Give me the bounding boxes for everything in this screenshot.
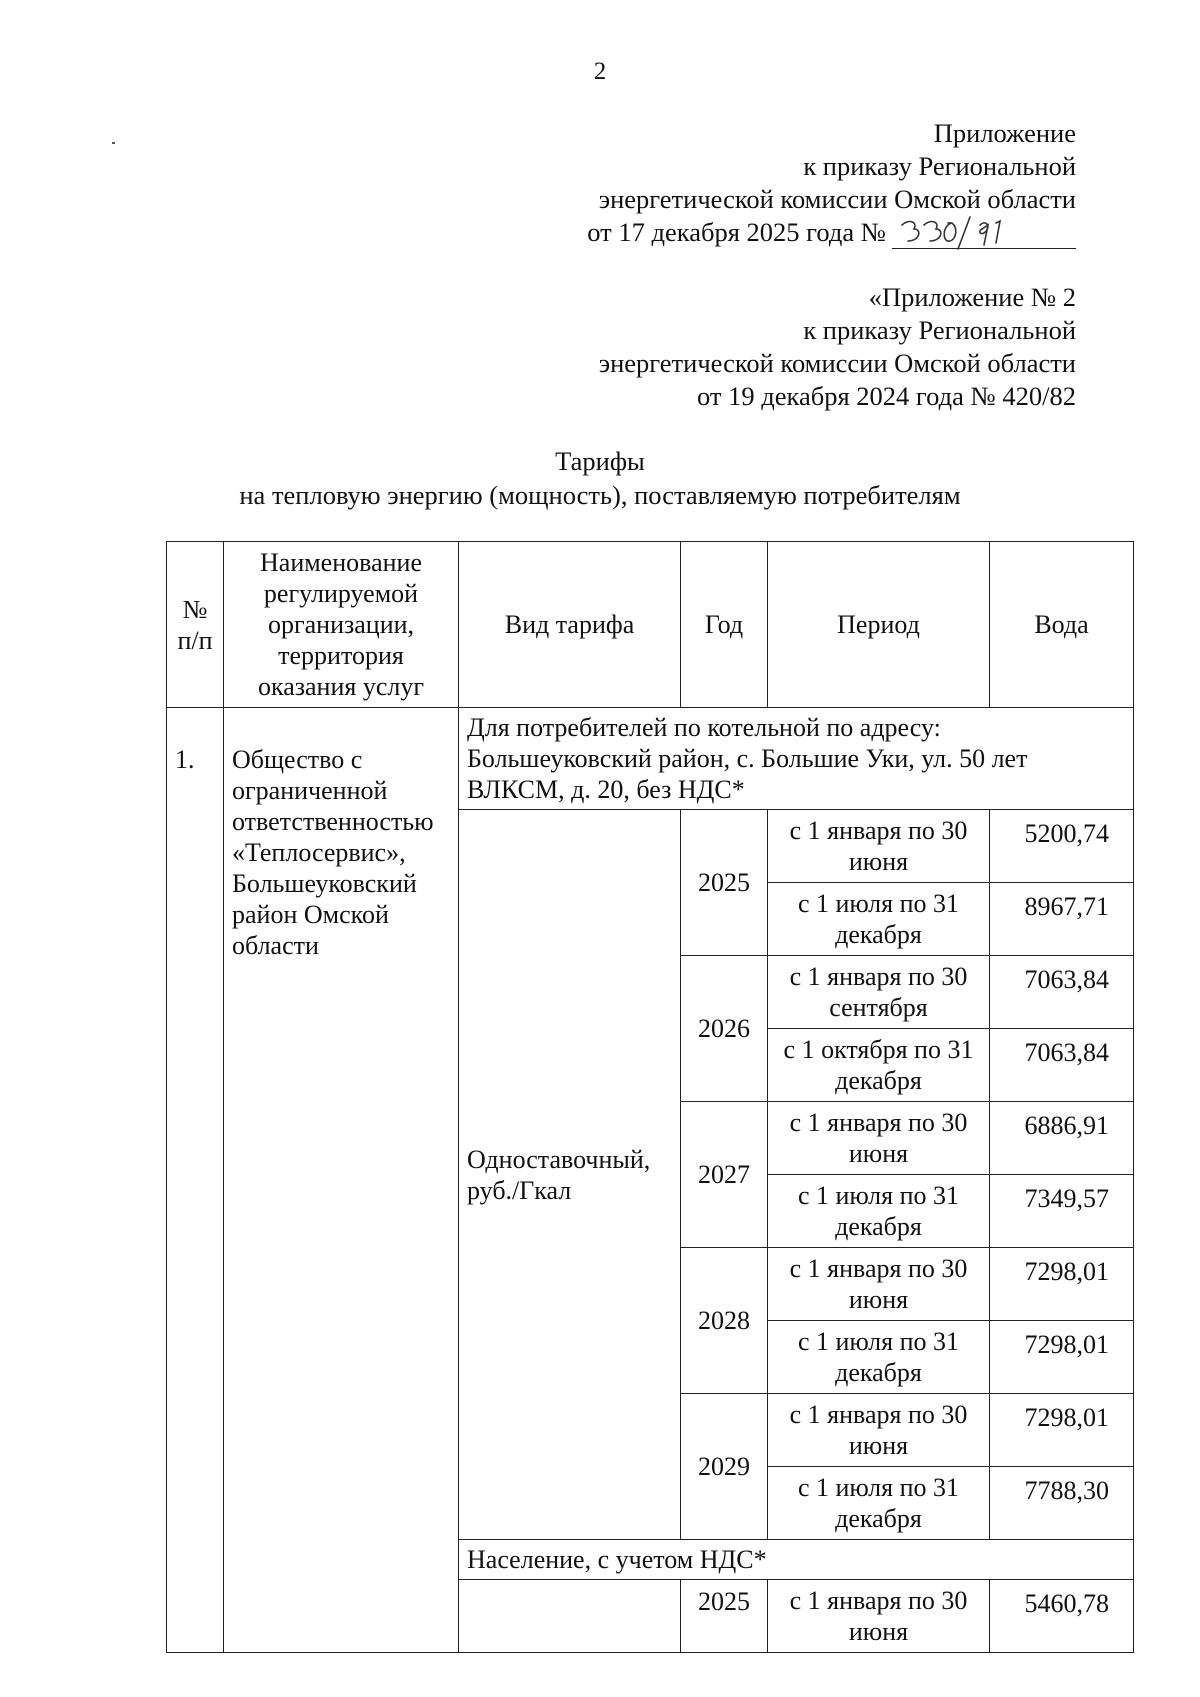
table-header-row (167, 542, 1134, 708)
header-year: Год (681, 542, 768, 708)
appendix-commission: энергетической комиссии Омской области (598, 184, 1076, 214)
water-value: 7298,01 (990, 1248, 1134, 1321)
period-cell: с 1 января по 30 сентября (768, 956, 990, 1029)
appendix-label: Приложение (933, 118, 1076, 148)
year-cell: 2025 (681, 810, 768, 956)
tariff-type-empty (459, 1580, 681, 1653)
appendix-order-ref: к приказу Региональной (803, 315, 1076, 345)
period-cell: с 1 января по 30 июня (768, 810, 990, 883)
period-cell: с 1 июля по 31 декабря (768, 1467, 990, 1540)
water-value: 7788,30 (990, 1467, 1134, 1540)
header-period: Период (768, 542, 990, 708)
entry-number: 1. (167, 708, 224, 1653)
appendix-order-date: от 19 декабря 2024 года № 420/82 (697, 381, 1076, 411)
year-cell: 2028 (681, 1248, 768, 1394)
header-org: Наименование регулируемой организации, территория оказания услуг (224, 542, 459, 708)
water-value: 6886,91 (990, 1102, 1134, 1175)
water-value: 5460,78 (990, 1580, 1134, 1653)
document-title: Тарифы (555, 446, 645, 476)
handwritten-order-number-signature (896, 215, 1016, 251)
header-water: Вода (990, 542, 1134, 708)
appendix-order-ref: к приказу Региональной (803, 151, 1076, 181)
year-cell: 2027 (681, 1102, 768, 1248)
year-cell: 2025 (681, 1580, 768, 1653)
appendix-order-date-text: от 17 декабря 2025 года № (587, 217, 886, 247)
water-value: 7298,01 (990, 1394, 1134, 1467)
water-value: 7349,57 (990, 1175, 1134, 1248)
tariff-table (166, 541, 1134, 1653)
period-cell: с 1 января по 30 июня (768, 1580, 990, 1653)
tariff-type: Одноставочный, руб./Гкал (459, 810, 681, 1540)
period-cell: с 1 января по 30 июня (768, 1102, 990, 1175)
header-tariff-type: Вид тарифа (459, 542, 681, 708)
water-value: 7298,01 (990, 1321, 1134, 1394)
period-cell: с 1 октября по 31 декабря (768, 1029, 990, 1102)
appendix-commission: энергетической комиссии Омской области (598, 348, 1076, 378)
appendix-header-previous (599, 281, 1076, 413)
water-value: 8967,71 (990, 883, 1134, 956)
year-cell: 2029 (681, 1394, 768, 1540)
appendix-header-current (587, 117, 1076, 249)
page-number: 2 (593, 58, 607, 85)
period-cell: с 1 июля по 31 декабря (768, 1175, 990, 1248)
handwritten-order-number (892, 217, 1076, 249)
appendix-label: «Приложение № 2 (868, 282, 1076, 312)
section-heading: Население, с учетом НДС* (459, 1540, 1134, 1580)
period-cell: с 1 июля по 31 декабря (768, 883, 990, 956)
appendix-order-date (587, 216, 1076, 249)
period-cell: с 1 января по 30 июня (768, 1248, 990, 1321)
period-cell: с 1 июля по 31 декабря (768, 1321, 990, 1394)
water-value: 7063,84 (990, 1029, 1134, 1102)
period-cell: с 1 января по 30 июня (768, 1394, 990, 1467)
header-num: № п/п (167, 542, 224, 708)
section-heading: Для потребителей по котельной по адресу: Большеуковский район, с. Большие Уки, ул. 50 лет ВЛКСМ, д. 20, без НДС* (459, 708, 1134, 810)
table-row (167, 708, 1134, 810)
organization-name: Общество с ограниченной ответственностью «Теплосервис», Большеуковский район Омской области (224, 708, 459, 1653)
water-value: 7063,84 (990, 956, 1134, 1029)
scan-speck (112, 142, 115, 144)
water-value: 5200,74 (990, 810, 1134, 883)
document-subtitle: на тепловую энергию (мощность), поставляемую потребителям (239, 480, 961, 510)
year-cell: 2026 (681, 956, 768, 1102)
